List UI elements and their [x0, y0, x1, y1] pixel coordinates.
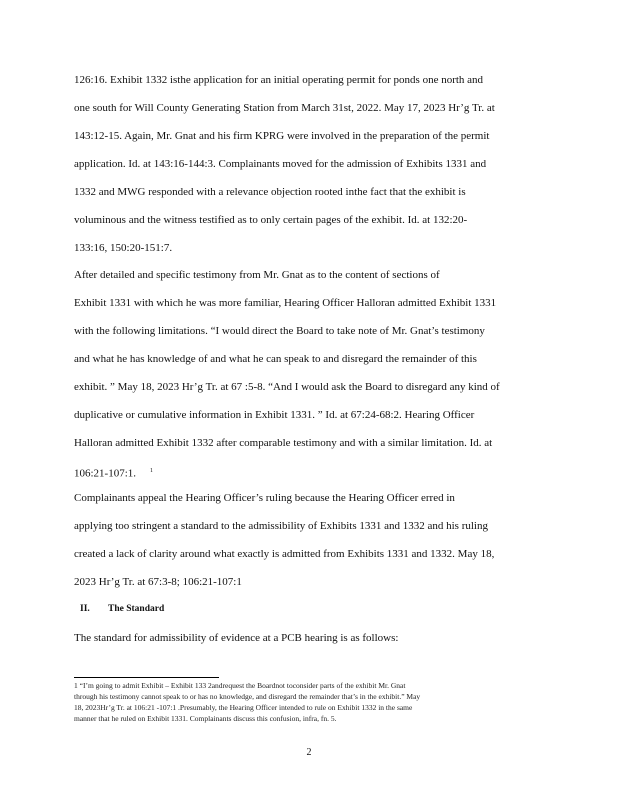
section-number: II.: [80, 604, 90, 614]
body-line: applying too stringent a standard to the admissibility of Exhibits 1331 and 1332 and his ruling: [74, 520, 488, 532]
body-line: one south for Will County Generating Station from March 31st, 2022. May 17, 2023 Hr’g Tr. at: [74, 102, 495, 114]
body-line: duplicative or cumulative information in Exhibit 1331. ” Id. at 67:24-68:2. Hearing Officer: [74, 409, 475, 421]
footnote-line: 1 “I’m going to admit Exhibit – Exhibit 133 2andrequest the Boardnot toconsider parts of the exhibit Mr. Gnat: [74, 681, 406, 690]
section-heading: [80, 603, 164, 615]
body-line: and what he has knowledge of and what he can speak to and disregard the remainder of this: [74, 353, 477, 365]
body-line-with-footnote: [74, 464, 544, 481]
section-title: The Standard: [108, 604, 165, 614]
body-line: After detailed and specific testimony from Mr. Gnat as to the content of sections of: [74, 269, 440, 281]
footnote-line: manner that he ruled on Exhibit 1331. Complainants discuss this confusion, infra, fn. 5.: [74, 714, 337, 723]
body-line: Halloran admitted Exhibit 1332 after comparable testimony and with a similar limitation. Id. at: [74, 437, 493, 449]
footnote-marker[interactable]: 1: [150, 468, 154, 474]
body-line: 126:16. Exhibit 1332 isthe application for an initial operating permit for ponds one north and: [74, 74, 484, 86]
body-line: 133:16, 150:20-151:7.: [74, 242, 173, 254]
body-line: 143:12-15. Again, Mr. Gnat and his firm KPRG were involved in the preparation of the permit: [74, 130, 490, 142]
body-line: exhibit. ” May 18, 2023 Hr’g Tr. at 67 :5-8. “And I would ask the Board to disregard any kind of: [74, 381, 500, 393]
footnote-line: 18, 2023Hr’g Tr. at 106:21 -107:1 .Presumably, the Hearing Officer intended to rule on Exhibit 1332 in the same: [74, 703, 413, 712]
page-number: 2: [306, 747, 312, 758]
footnote-divider: [74, 677, 219, 678]
body-line: 2023 Hr’g Tr. at 67:3-8; 106:21-107:1: [74, 576, 242, 588]
body-line: application. Id. at 143:16-144:3. Complainants moved for the admission of Exhibits 1331 and: [74, 158, 487, 170]
body-line: created a lack of clarity around what exactly is admitted from Exhibits 1331 and 1332. May 18,: [74, 548, 495, 560]
body-line: 1332 and MWG responded with a relevance objection rooted inthe fact that the exhibit is: [74, 186, 466, 198]
body-line: voluminous and the witness testified as to only certain pages of the exhibit. Id. at 132:20-: [74, 214, 468, 226]
footnote-line: through his testimony cannot speak to or has no knowledge, and disregard the remainder that’s in the exhibit.” May: [74, 692, 421, 701]
body-line: Exhibit 1331 with which he was more familiar, Hearing Officer Halloran admitted Exhibit 1331: [74, 297, 497, 309]
body-line: with the following limitations. “I would direct the Board to take note of Mr. Gnat’s testimony: [74, 325, 485, 337]
body-line: Complainants appeal the Hearing Officer’s ruling because the Hearing Officer erred in: [74, 492, 455, 504]
body-line: The standard for admissibility of evidence at a PCB hearing is as follows:: [74, 632, 399, 644]
body-line-text: 106:21-107:1.: [74, 467, 137, 480]
